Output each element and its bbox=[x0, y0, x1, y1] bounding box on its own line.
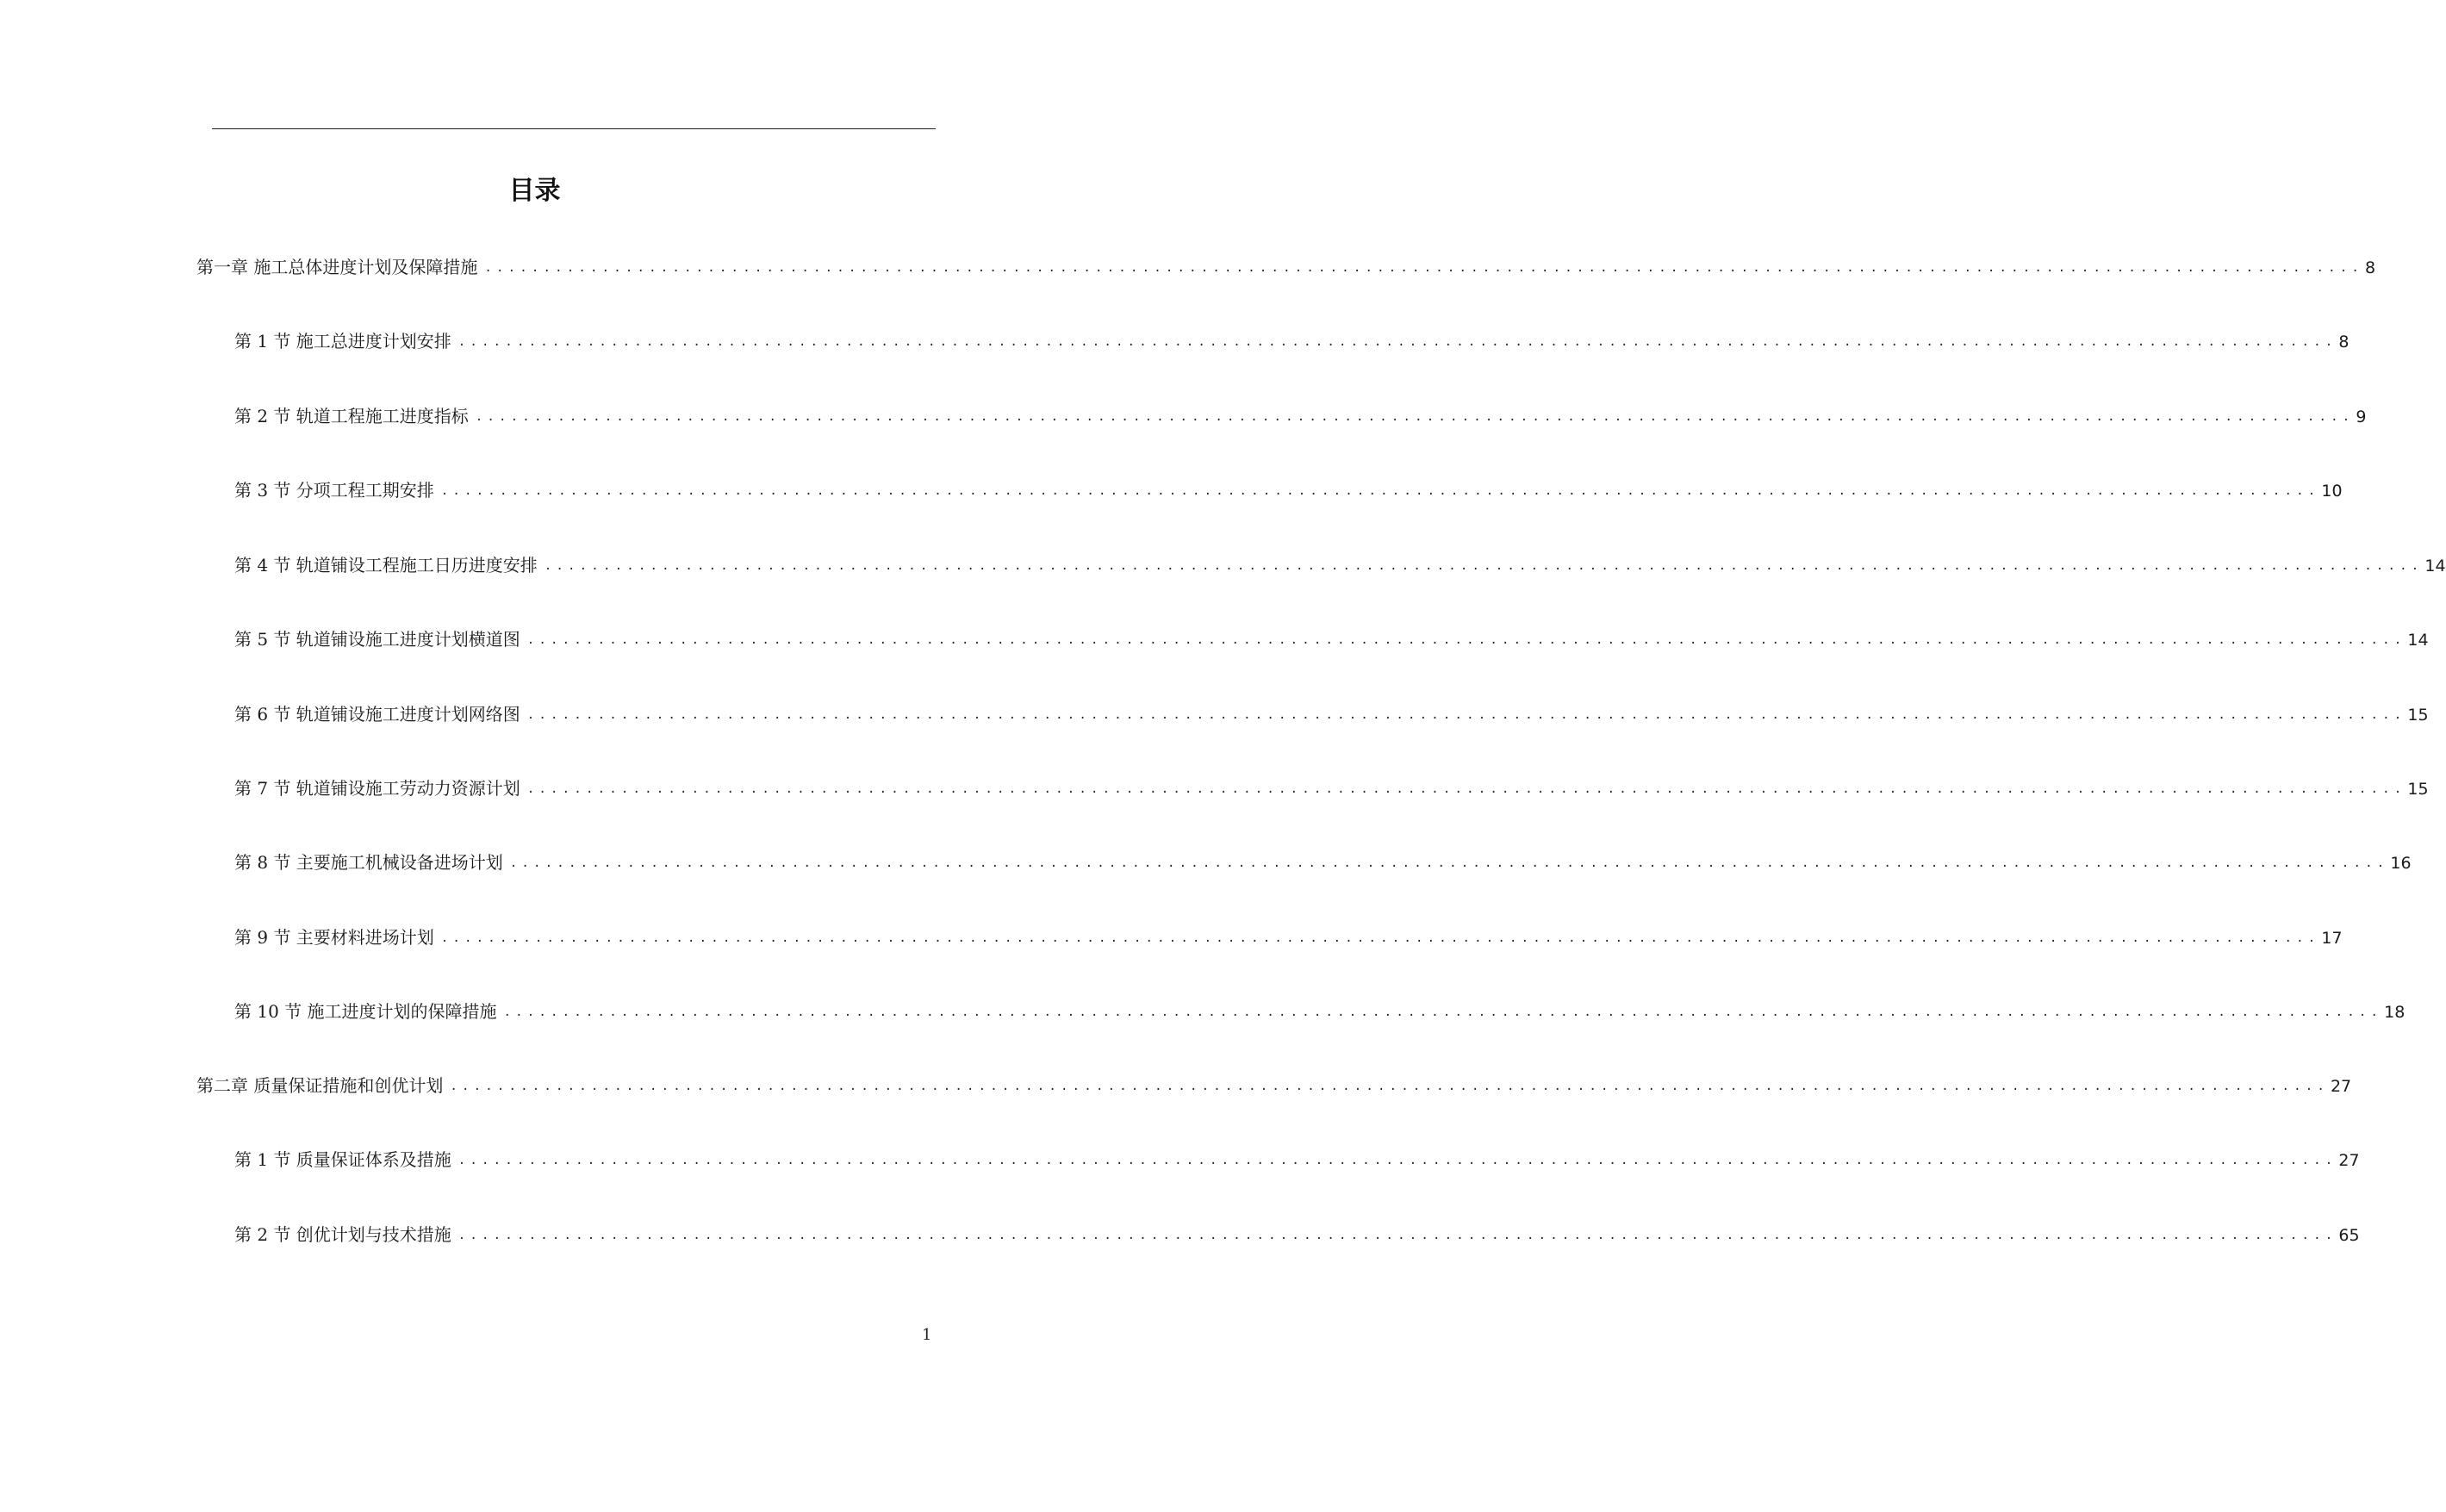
toc-entry-label: 第 5 节 轨道铺设施工进度计划横道图 bbox=[234, 629, 520, 650]
toc-entry-label: 第二章 质量保证措施和创优计划 bbox=[196, 1075, 444, 1096]
toc-entry-label: 第 2 节 创优计划与技术措施 bbox=[234, 1224, 451, 1245]
toc-leader-dots: ................................................................................................................................................................ bbox=[544, 559, 2424, 573]
toc-entry-label: 第 6 节 轨道铺设施工进度计划网络图 bbox=[234, 704, 520, 725]
toc-entry-label: 第 1 节 质量保证体系及措施 bbox=[234, 1149, 451, 1170]
toc-entry[interactable] bbox=[234, 477, 2343, 503]
toc-entry[interactable] bbox=[196, 254, 2376, 280]
toc-entry-page: 17 bbox=[2321, 929, 2343, 948]
toc-leader-dots: ................................................................................................................................................................ bbox=[503, 1005, 2383, 1019]
toc-leader-dots: ................................................................................................................................................................ bbox=[526, 708, 2406, 722]
toc-leader-dots: ................................................................................................................................................................ bbox=[457, 1154, 2337, 1167]
toc-entry[interactable] bbox=[234, 626, 2429, 652]
toc-leader-dots: ................................................................................................................................................................ bbox=[475, 410, 2355, 424]
toc-entry-page: 9 bbox=[2356, 408, 2367, 426]
toc-entry[interactable] bbox=[234, 999, 2406, 1024]
toc-entry-label: 第一章 施工总体进度计划及保障措施 bbox=[196, 257, 478, 277]
toc-leader-dots: ................................................................................................................................................................ bbox=[440, 484, 2320, 498]
toc-entry-page: 10 bbox=[2321, 482, 2343, 501]
toc-leader-dots: ................................................................................................................................................................ bbox=[450, 1080, 2329, 1093]
page-number: 1 bbox=[922, 1326, 932, 1344]
toc-leader-dots: ................................................................................................................................................................ bbox=[457, 335, 2337, 349]
toc-entry[interactable] bbox=[234, 1222, 2360, 1248]
toc-leader-dots: ................................................................................................................................................................ bbox=[484, 261, 2363, 275]
toc-entry-page: 27 bbox=[2330, 1077, 2352, 1096]
toc-entry[interactable] bbox=[234, 849, 2412, 875]
toc-title: 目录 bbox=[508, 176, 561, 206]
toc-entry-page: 15 bbox=[2407, 780, 2429, 799]
toc-entry-label: 第 7 节 轨道铺设施工劳动力资源计划 bbox=[234, 778, 520, 799]
toc-entry-page: 27 bbox=[2338, 1151, 2360, 1170]
toc-entry[interactable] bbox=[196, 1073, 2352, 1098]
toc-entry-page: 14 bbox=[2407, 631, 2429, 650]
toc-entry[interactable] bbox=[234, 552, 2446, 578]
toc-entry-page: 8 bbox=[2338, 333, 2350, 352]
toc-entry-page: 16 bbox=[2390, 854, 2412, 873]
toc-entry-page: 15 bbox=[2407, 706, 2429, 725]
toc-leader-dots: ................................................................................................................................................................ bbox=[509, 856, 2389, 870]
toc-entry-label: 第 8 节 主要施工机械设备进场计划 bbox=[234, 852, 503, 873]
toc-leader-dots: ................................................................................................................................................................ bbox=[457, 1229, 2337, 1242]
toc-entry[interactable] bbox=[234, 924, 2343, 950]
toc-entry[interactable] bbox=[234, 775, 2429, 801]
toc-entry-label: 第 9 节 主要材料进场计划 bbox=[234, 927, 434, 948]
toc-leader-dots: ................................................................................................................................................................ bbox=[526, 633, 2406, 647]
toc-entry-page: 8 bbox=[2364, 258, 2376, 277]
toc-entry-label: 第 10 节 施工进度计划的保障措施 bbox=[234, 1001, 497, 1022]
toc-leader-dots: ................................................................................................................................................................ bbox=[440, 931, 2320, 945]
toc-entry[interactable] bbox=[234, 701, 2429, 727]
toc-entry[interactable] bbox=[234, 1147, 2360, 1173]
toc-entry-page: 18 bbox=[2384, 1003, 2406, 1022]
toc-entry-page: 65 bbox=[2338, 1226, 2360, 1245]
toc-entry[interactable] bbox=[234, 403, 2367, 429]
toc-entry-label: 第 1 节 施工总进度计划安排 bbox=[234, 331, 451, 352]
toc-entry-label: 第 4 节 轨道铺设工程施工日历进度安排 bbox=[234, 555, 538, 576]
toc-entry-label: 第 3 节 分项工程工期安排 bbox=[234, 480, 434, 501]
toc-entry-label: 第 2 节 轨道工程施工进度指标 bbox=[234, 406, 469, 426]
toc-entry[interactable] bbox=[234, 328, 2350, 354]
toc-entry-page: 14 bbox=[2424, 557, 2446, 576]
toc-leader-dots: ................................................................................................................................................................ bbox=[526, 782, 2406, 796]
